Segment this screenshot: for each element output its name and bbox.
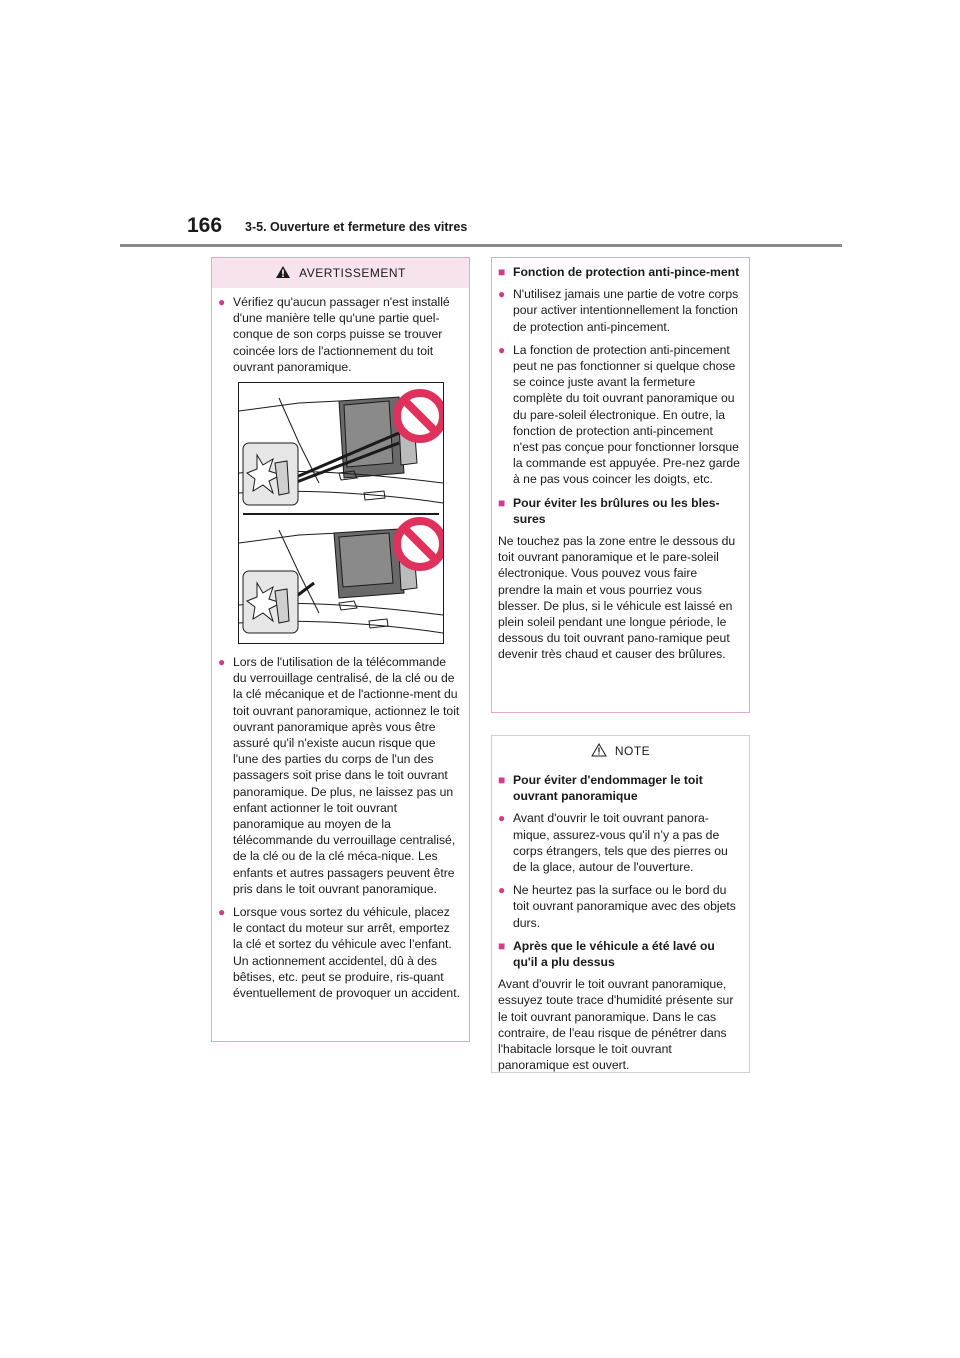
- prohibition-icon: [397, 393, 443, 439]
- note-bullet: ● Ne heurtez pas la surface ou le bord du toit ouvrant panoramique avec des objets durs.: [498, 883, 736, 930]
- bullet-dot-icon: ●: [498, 287, 506, 302]
- warning-bullet: ● N'utilisez jamais une partie de votre corps pour activer intentionnellement la fonction de protection anti-pincement.: [498, 287, 739, 334]
- square-bullet-icon: ■: [498, 265, 506, 279]
- warning-bullet: ● Vérifiez qu'aucun passager n'est installé d'une manière telle qu'une partie quel-conque de son corps puisse se trouver coincée lors de l'actionnement du toit ouvrant panoramique.: [218, 295, 450, 374]
- section-heading: ■ Fonction de protection anti-pince-ment: [498, 265, 740, 279]
- square-bullet-icon: ■: [498, 773, 506, 787]
- warning-header: [212, 258, 469, 288]
- caution-triangle-icon: [591, 743, 607, 760]
- prohibition-icon: [397, 521, 443, 567]
- note-title: NOTE: [614, 744, 651, 758]
- warning-title: AVERTISSEMENT: [299, 266, 406, 280]
- bullet-dot-icon: ●: [218, 655, 226, 670]
- warning-bullet: ● Lorsque vous sortez du véhicule, placez le contact du moteur sur arrêt, emportez la clé et sortez du véhicule avec l’enfant. Un actionnement accidentel, dû à des bêtises, etc. peut se produire, ris-quant éventuellement de provoquer un accident.: [218, 905, 460, 1001]
- bullet-dot-icon: ●: [218, 905, 226, 920]
- page-number: 166: [187, 214, 223, 237]
- section-title: 3-5. Ouverture et fermeture des vitres: [245, 220, 468, 234]
- note-bullet: ● Avant d'ouvrir le toit ouvrant panora-mique, assurez-vous qu'il n’y a pas de corps étrangers, tels que des pierres ou de la glace, autour de l'ouverture.: [498, 811, 728, 875]
- square-bullet-icon: ■: [498, 495, 506, 510]
- sunroof-pinch-illustration: [238, 382, 444, 644]
- warning-triangle-icon: [275, 265, 291, 282]
- bullet-dot-icon: ●: [498, 883, 506, 898]
- note-box: [491, 735, 750, 1073]
- warning-bullet: ● Lors de l'utilisation de la télécommande du verrouillage centralisé, de la clé ou de la clé mécanique et de l'actionne-ment du toit ouvrant panoramique, actionnez le toit ouvrant panoramique après vous être assuré qu'il n'existe aucun risque que l'une des parties du corps de l'un des passagers soit prise dans le toit ouvrant panoramique. De plus, ne laissez pas un enfant actionner le toit ouvrant panoramique au moyen de la télécommande du verrouillage centralisé, de la clé ou de la clé méca-nique. Les enfants et autres passagers peuvent être pris dans le toit ouvrant panoramique.: [218, 655, 460, 896]
- section-heading: ■ Après que le véhicule a été lavé ou qu'il a plu dessus: [498, 938, 715, 970]
- warning-box-right: [491, 257, 750, 713]
- section-paragraph: Ne touchez pas la zone entre le dessous du toit ouvrant panoramique et le pare-soleil électronique. Vous pouvez vous faire prendre la main et vous pourriez vous blesser. De plus, si le véhicule est laissé en plein soleil pendant une longue période, le dessous du toit ouvrant pano-ramique peut devenir très chaud et causer des brûlures.: [498, 534, 736, 662]
- bullet-dot-icon: ●: [498, 811, 506, 826]
- header-rule: [120, 244, 842, 247]
- square-bullet-icon: ■: [498, 938, 506, 953]
- bullet-dot-icon: ●: [498, 342, 506, 357]
- section-heading: ■ Pour éviter d'endommager le toit ouvrant panoramique: [498, 773, 703, 804]
- note-header: [492, 736, 749, 766]
- section-heading: ■ Pour éviter les brûlures ou les bles-sures: [498, 495, 720, 526]
- section-paragraph: Avant d'ouvrir le toit ouvrant panoramique, essuyez toute trace d'humidité présente sur le toit ouvrant panoramique. Dans le cas contraire, de l'eau risque de pénétrer dans l'habitacle lorsque le toit ouvrant panoramique est ouvert.: [498, 977, 734, 1073]
- warning-box-left: [211, 257, 470, 1042]
- warning-bullet: ● La fonction de protection anti-pincement peut ne pas fonctionner si quelque chose se coince juste avant la fermeture complète du toit ouvrant panoramique ou du pare-soleil électronique. En outre, la fonction de protection anti-pincement n'est pas conçue pour fonctionner lorsque la commande est appuyée. Pre-nez garde à ne pas vous coincer les doigts, etc.: [498, 342, 740, 487]
- bullet-dot-icon: ●: [218, 295, 226, 309]
